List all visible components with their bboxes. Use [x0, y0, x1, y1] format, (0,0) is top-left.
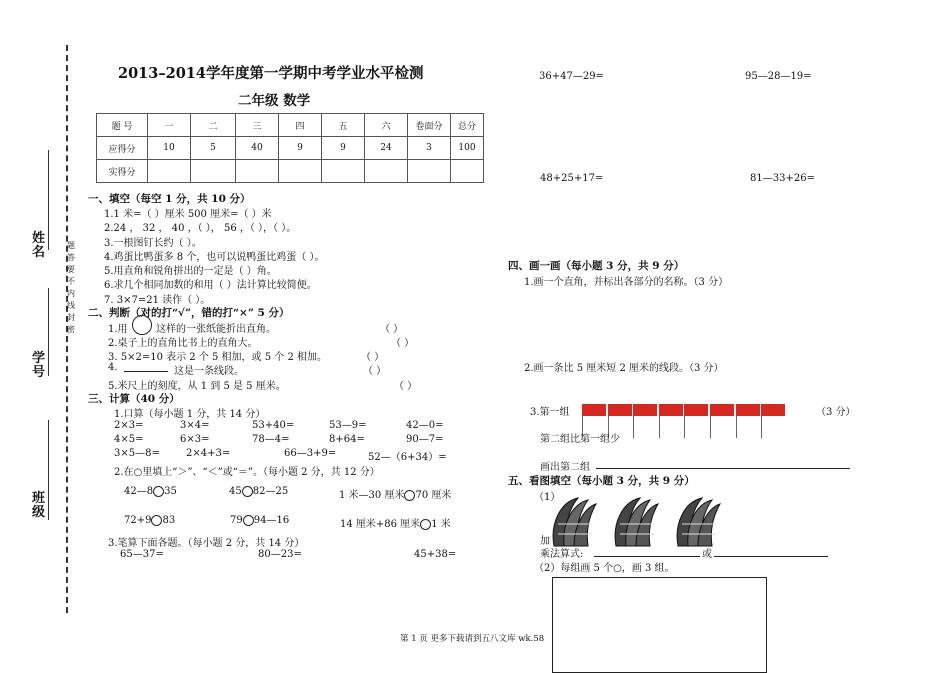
- s2-answer-1[interactable]: （ ）: [380, 324, 404, 335]
- s2-question-3: 3. 5×2=10 表示 2 个 5 相加，或 5 个 2 相加。: [108, 352, 327, 363]
- multiplication-label: 乘法算式:: [540, 549, 584, 560]
- s1-question-5: 5.用直角和锐角拼出的一定是（ ）角。: [104, 266, 277, 277]
- table-cell: 六: [365, 114, 408, 137]
- score-input-cell[interactable]: [191, 160, 236, 183]
- s1-question-3: 3.一根图钉长约（ ）。: [104, 238, 202, 249]
- written-item: 36+47—29=: [539, 71, 604, 82]
- oral-item: 2×4+3=: [186, 448, 231, 459]
- oral-item: 4×5=: [114, 434, 144, 445]
- oral-item: 53+40=: [252, 420, 295, 431]
- score-input-cell[interactable]: [365, 160, 408, 183]
- oral-item: 42—0=: [406, 420, 444, 431]
- table-cell: 9: [279, 137, 322, 160]
- table-cell: 10: [148, 137, 191, 160]
- table-cell: 一: [148, 114, 191, 137]
- oral-calc-title: 1.口算（每小题 1 分，共 14 分）: [114, 409, 266, 420]
- compare-left: 14 厘米+86 厘米: [340, 519, 421, 530]
- section5-heading: 五、看图填空（每小题 3 分，共 9 分）: [508, 475, 695, 487]
- section4-heading: 四、画一画（每小题 3 分，共 9 分）: [508, 260, 685, 272]
- compare-item-6: [340, 515, 451, 530]
- compare-title: 2.在○里填上“＞”、“＜”或“＝”。（每小题 2 分，共 12 分）: [114, 467, 380, 478]
- table-cell: 二: [191, 114, 236, 137]
- compare-item-5: [230, 515, 289, 526]
- name-label: 姓名: [32, 231, 46, 260]
- written-item: 65—37=: [120, 549, 164, 560]
- s2-answer-2[interactable]: （ ）: [391, 338, 415, 349]
- s2-answer-3[interactable]: （ ）: [361, 352, 385, 363]
- answer-circle[interactable]: [151, 515, 162, 526]
- score-input-cell[interactable]: [279, 160, 322, 183]
- oral-item: 78—4=: [252, 434, 290, 445]
- table-cell: 24: [365, 137, 408, 160]
- written-item: 48+25+17=: [540, 173, 604, 184]
- s1-question-7: 7. 3×7=21 读作（ ）。: [104, 295, 211, 306]
- score-input-cell[interactable]: [236, 160, 279, 183]
- table-row: [97, 160, 484, 183]
- compare-left: 1 米—30 厘米: [339, 490, 405, 501]
- written-item: 95—28—19=: [745, 71, 812, 82]
- table-cell: 实得分: [97, 160, 148, 183]
- exam-title: 2013–2014学年度第一学期中考学业水平检测: [118, 65, 424, 82]
- s4-question-2: 2.画一条比 5 厘米短 2 厘米的线段。（3 分）: [524, 363, 724, 374]
- s4-question-3-label: 3.第一组: [530, 407, 570, 418]
- oral-item: 52—（6+34）=: [368, 452, 447, 463]
- table-cell: 题 号: [97, 114, 148, 137]
- table-cell: 9: [322, 137, 365, 160]
- table-cell: 5: [191, 137, 236, 160]
- oral-item: 2×3=: [114, 420, 144, 431]
- s4-question-3-score: （3 分）: [816, 407, 856, 418]
- table-row: [97, 114, 484, 137]
- compare-item-1: [124, 486, 177, 497]
- student-id-label: 学号: [32, 351, 46, 380]
- section1-heading: 一、填空（每空 1 分，共 10 分）: [88, 193, 251, 205]
- compare-right: 82—25: [252, 486, 289, 497]
- compare-item-3: [339, 486, 451, 501]
- addition-label: 加: [540, 536, 550, 547]
- table-cell: 卷面分: [408, 114, 451, 137]
- s4-question-3-line2: 第二组比第一组少: [540, 434, 620, 445]
- or-label: 或: [702, 549, 712, 560]
- compare-right: 94—16: [253, 515, 290, 526]
- table-cell: 应得分: [97, 137, 148, 160]
- score-input-cell[interactable]: [322, 160, 365, 183]
- oral-item: 66—3+9=: [284, 448, 337, 459]
- flag-icon: [659, 404, 683, 416]
- score-input-cell[interactable]: [148, 160, 191, 183]
- class-label: 班级: [32, 491, 46, 520]
- oral-item: 3×5—8=: [114, 448, 160, 459]
- s2-question-1-prefix: 1.用: [108, 324, 128, 335]
- student-id-line: [48, 288, 49, 376]
- s1-question-1: 1.1 米=（ ）厘米 500 厘米=（ ）米: [104, 209, 272, 220]
- table-cell: 四: [279, 114, 322, 137]
- answer-circle[interactable]: [153, 486, 164, 497]
- s1-question-2: 2.24 ， 32 ， 40 ，（ ）， 56 ，（ ），（ ）。: [104, 223, 297, 234]
- table-cell: 总分: [451, 114, 484, 137]
- compare-right: 1 米: [431, 519, 451, 530]
- s4-question-3-line3: 画出第二组: [540, 462, 590, 473]
- flag-icon: [684, 404, 708, 416]
- compare-right: 35: [164, 486, 177, 497]
- line-segment-figure: [124, 371, 168, 372]
- s1-question-6: 6.求几个相同加数的和用（ ）法计算比较简便。: [104, 280, 317, 291]
- section3-heading: 三、计算（40 分）: [88, 393, 180, 405]
- s2-question-2: 2.桌子上的直角比书上的直角大。: [108, 338, 258, 349]
- flag-icon: [608, 404, 632, 416]
- flag-icon: [761, 404, 785, 416]
- s5-question-2: （2）每组画 5 个○，画 3 组。: [534, 563, 675, 574]
- compare-item-2: [229, 486, 288, 497]
- score-input-cell[interactable]: [408, 160, 451, 183]
- compare-left: 45: [229, 486, 242, 497]
- section2-heading: 二、判断（对的打“√”，错的打“×” 5 分）: [88, 307, 290, 319]
- multiplication-answer-line-2[interactable]: [714, 556, 828, 557]
- oral-item: 6×3=: [180, 434, 210, 445]
- paper-circle-figure: [132, 315, 152, 335]
- compare-left: 72+9: [124, 515, 152, 526]
- flag-icon: [582, 404, 606, 416]
- s2-question-4-text: 这是一条线段。: [174, 366, 244, 377]
- compare-left: 42—8: [124, 486, 154, 497]
- s2-question-5: 5.米尺上的刻度，从 1 到 5 是 5 厘米。: [108, 381, 286, 392]
- drawing-answer-box[interactable]: [552, 577, 767, 673]
- binding-instruction-text: 题答要不内线封密: [67, 241, 75, 334]
- table-cell: 三: [236, 114, 279, 137]
- draw-answer-line[interactable]: [596, 468, 850, 469]
- s4-question-1: 1.画一个直角，并标出各部分的名称。（3 分）: [524, 277, 729, 288]
- written-item: 45+38=: [414, 549, 457, 560]
- banana-bunch-icon: [672, 494, 724, 552]
- flag-icon: [633, 404, 657, 416]
- compare-right: 70 厘米: [415, 490, 452, 501]
- score-table: [96, 113, 484, 183]
- answer-circle[interactable]: [242, 486, 253, 497]
- oral-item: 8+64=: [329, 434, 365, 445]
- table-cell: 100: [451, 137, 484, 160]
- flag-icon: [736, 404, 760, 416]
- multiplication-answer-line-1[interactable]: [594, 556, 700, 557]
- answer-circle[interactable]: [404, 490, 415, 501]
- answer-circle[interactable]: [420, 519, 431, 530]
- answer-circle[interactable]: [243, 515, 254, 526]
- s2-question-1-text: 这样的一张纸能折出直角。: [156, 324, 276, 335]
- written-calc-title: 3.笔算下面各题。（每小题 2 分，共 14 分）: [108, 538, 305, 549]
- exam-subtitle: 二年级 数学: [238, 93, 311, 109]
- written-item: 80—23=: [258, 549, 302, 560]
- s1-question-4: 4.鸡蛋比鸭蛋多 8 个，也可以说鸭蛋比鸡蛋（ ）。: [104, 252, 325, 263]
- table-cell: 五: [322, 114, 365, 137]
- s2-answer-5[interactable]: （ ）: [394, 381, 418, 392]
- compare-right: 83: [162, 515, 176, 526]
- s2-question-4-prefix: 4.: [108, 362, 118, 373]
- class-line: [48, 420, 49, 520]
- table-cell: 3: [408, 137, 451, 160]
- compare-item-4: [124, 515, 175, 526]
- compare-left: 79: [230, 515, 243, 526]
- flag-icon: [710, 404, 734, 416]
- oral-item: 53—9=: [329, 420, 367, 431]
- banana-bunch-icon: [548, 494, 600, 552]
- name-line: [48, 150, 49, 250]
- oral-item: 90—7=: [406, 434, 444, 445]
- oral-item: 3×4=: [180, 420, 210, 431]
- table-cell: 40: [236, 137, 279, 160]
- score-input-cell[interactable]: [451, 160, 484, 183]
- table-row: [97, 137, 484, 160]
- written-item: 81—33+26=: [750, 173, 815, 184]
- s5-question-1-label: （1）: [534, 492, 561, 503]
- banana-bunch-icon: [610, 494, 662, 552]
- page-footer: 第 1 页 更多下载请到五八文库 wk.58: [400, 634, 545, 644]
- s2-answer-4[interactable]: （ ）: [363, 366, 387, 377]
